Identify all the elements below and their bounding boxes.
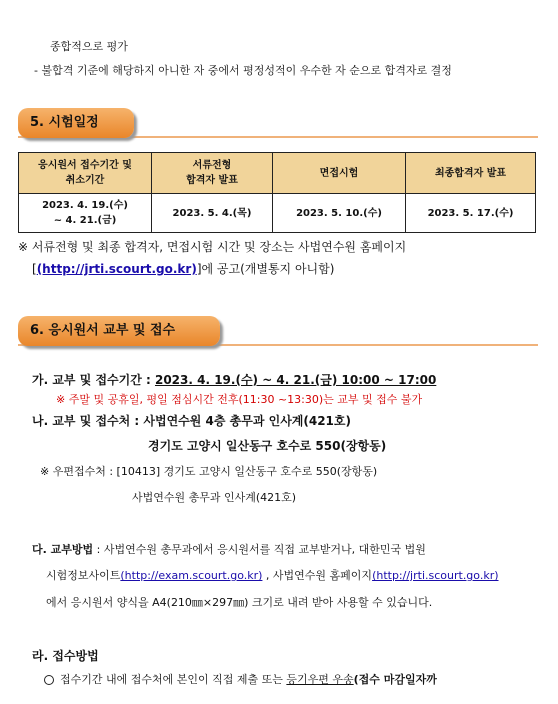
schedule-note-line-2 (32, 260, 334, 277)
ga-line (32, 371, 436, 388)
header-final-result: 최종합격자 발표 (406, 153, 536, 194)
da-line-3: 에서 응시원서 양식을 A4(210㎜×297㎜) 크기로 내려 받아 사용할 수 있습니다. (46, 596, 433, 609)
section-6-title: 6. 응시원서 교부 및 접수 (18, 316, 220, 346)
da-text-2a: 시험정보사이트 (46, 569, 121, 582)
da-line-2 (46, 567, 499, 583)
note-bracket-open: [ (32, 262, 37, 276)
date-interview: 2023. 5. 10.(수) (273, 194, 406, 233)
date-final-result: 2023. 5. 17.(수) (406, 194, 536, 233)
ra-text: 접수기간 내에 접수처에 본인이 직접 제출 또는 (60, 673, 287, 686)
header-document-result-text: 서류전형 합격자 발표 (186, 160, 238, 186)
schedule-date-row (19, 194, 536, 233)
da-text-2b: , 사법연수원 홈페이지 (262, 569, 373, 582)
date-application-period (19, 194, 152, 233)
ga-period: 2023. 4. 19.(수) ~ 4. 21.(금) 10:00 ~ 17:00 (154, 373, 437, 387)
da-line-1 (32, 541, 426, 557)
header-interview: 면접시험 (273, 153, 406, 194)
header-application-period-text: 응시원서 접수기간 및 취소기간 (38, 160, 132, 186)
ga-label: 가. 교부 및 접수기간 : (32, 373, 155, 387)
schedule-table (18, 152, 536, 233)
mail-line-1: ※ 우편접수처 : [10413] 경기도 고양시 일산동구 호수로 550(장항동) (40, 465, 378, 478)
exam-site-link[interactable]: (http://exam.scourt.go.kr) (120, 569, 263, 582)
circle-bullet-icon (44, 675, 54, 685)
date-application-period-text: 2023. 4. 19.(수) ~ 4. 21.(금) (42, 200, 128, 226)
na-address: 경기도 고양시 일산동구 호수로 550(장항동) (148, 439, 387, 453)
ra-line (44, 671, 437, 687)
section-5-title: 5. 시험일정 (18, 108, 134, 138)
jrti-site-link[interactable]: (http://jrti.scourt.go.kr) (372, 569, 499, 582)
schedule-header-row (19, 153, 536, 194)
ra-deadline: (접수 마감일자까 (353, 673, 437, 686)
ga-note: ※ 주말 및 공휴일, 평일 점심시간 전후(11:30 ~13:30)는 교부 및 접수 불가 (56, 393, 423, 406)
da-label: 다. 교부방법 (32, 543, 94, 556)
da-text-1: : 사법연수원 총무과에서 응시원서를 직접 교부받거나, 대한민국 법원 (93, 543, 426, 556)
intro-line-1: 종합적으로 평가 (50, 40, 128, 53)
schedule-note-line-1: ※ 서류전형 및 최종 합격자, 면접시험 시간 및 장소는 사법연수원 홈페이지 (18, 240, 407, 254)
date-document-result: 2023. 5. 4.(목) (152, 194, 273, 233)
mail-line-2: 사법연수원 총무과 인사계(421호) (132, 491, 297, 504)
ra-registered-mail: 등기우편 우송 (286, 673, 354, 686)
header-document-result (152, 153, 273, 194)
na-line: 나. 교부 및 접수처 : 사법연수원 4층 총무과 인사계(421호) (32, 414, 351, 428)
jrti-homepage-link[interactable]: (http://jrti.scourt.go.kr) (36, 262, 197, 276)
ra-label: 라. 접수방법 (32, 649, 99, 663)
intro-line-2: - 불합격 기준에 해당하지 아니한 자 중에서 평정성적이 우수한 자 순으로 합격자로 결정 (34, 64, 452, 77)
header-application-period (19, 153, 152, 194)
note-tail: ]에 공고(개별통지 아니함) (196, 262, 335, 276)
